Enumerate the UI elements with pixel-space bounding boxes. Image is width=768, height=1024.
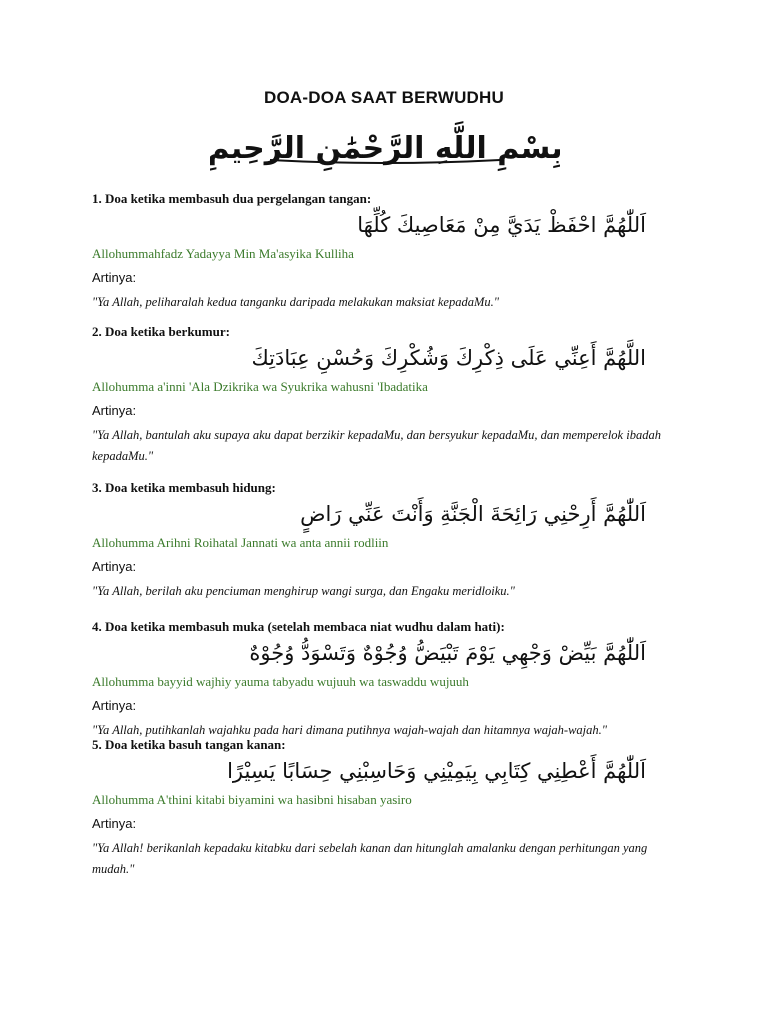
transliteration: Allohumma A'thini kitabi biyamini wa hasibni hisaban yasiro [92, 792, 412, 807]
basmala-calligraphy [210, 116, 560, 178]
meaning-text: "Ya Allah, bantulah aku supaya aku dapat berzikir kepadaMu, dan bersyukur kepadaMu, dan memperelok ibadah kepadaMu." [92, 428, 661, 463]
transliteration: Allohumma bayyid wajhiy yauma tabyadu wujuuh wa taswaddu wujuuh [92, 674, 469, 689]
arabic-prayer: اَللّٰهُمَّ أَعْطِنِي كِتَابِي بِيَمِيْنِي وَحَاسِبْنِي حِسَابًا يَسِيْرًا [227, 759, 646, 783]
basmala-text: بِسْمِ اللَّهِ الرَّحْمَٰنِ الرَّحِيمِ [210, 131, 560, 166]
transliteration: Allohummahfadz Yadayya Min Ma'asyika Kulliha [92, 246, 354, 261]
arabic-prayer: اَللّٰهُمَّ احْفَظْ يَدَيَّ مِنْ مَعَاصِيكَ كُلِّهَا [357, 213, 646, 237]
page-title: DOA-DOA SAAT BERWUDHU [264, 88, 504, 107]
artinya-label: Artinya: [92, 403, 137, 418]
transliteration: Allohumma a'inni 'Ala Dzikrika wa Syukrika wahusni 'Ibadatika [92, 379, 428, 394]
arabic-prayer: اَللّٰهُمَّ بَيِّضْ وَجْهِي يَوْمَ تَبْيَضُّ وُجُوْهٌ وَتَسْوَدُّ وُجُوْهٌ [249, 641, 646, 665]
meaning-text: "Ya Allah, putihkanlah wajahku pada hari dimana putihnya wajah-wajah dan hitamnya wajah-wajah." [92, 723, 608, 737]
section-heading: 4. Doa ketika membasuh muka (setelah membaca niat wudhu dalam hati): [92, 619, 505, 634]
doa-section-5 [92, 736, 682, 880]
section-heading: 5. Doa ketika basuh tangan kanan: [92, 737, 286, 752]
section-heading: 3. Doa ketika membasuh hidung: [92, 480, 276, 495]
artinya-label: Artinya: [92, 559, 137, 574]
artinya-label: Artinya: [92, 816, 137, 831]
section-heading: 2. Doa ketika berkumur: [92, 324, 230, 339]
meaning-text: "Ya Allah, peliharalah kedua tanganku daripada melakukan maksiat kepadaMu." [92, 295, 499, 309]
artinya-label: Artinya: [92, 698, 137, 713]
doa-section-2 [92, 323, 682, 467]
meaning-text: "Ya Allah! berikanlah kepadaku kitabku dari sebelah kanan dan hitunglah amalanku dengan perhitungan yang mudah." [92, 841, 648, 876]
doa-section-4 [92, 618, 682, 741]
doa-section-1 [92, 190, 682, 313]
doa-section-3 [92, 479, 682, 602]
transliteration: Allohumma Arihni Roihatal Jannati wa anta annii rodliin [92, 535, 389, 550]
arabic-prayer: اللَّهُمَّ أَعِنِّي عَلَى ذِكْرِكَ وَشُكْرِكَ وَحُسْنِ عِبَادَتِكَ [251, 346, 646, 370]
arabic-prayer: اَللّٰهُمَّ أَرِحْنِي رَائِحَةَ الْجَنَّةِ وَأَنْتَ عَنِّي رَاضٍ [300, 502, 646, 526]
meaning-text: "Ya Allah, berilah aku penciuman menghirup wangi surga, dan Engaku meridloiku." [92, 584, 515, 598]
section-heading: 1. Doa ketika membasuh dua pergelangan tangan: [92, 191, 372, 206]
artinya-label: Artinya: [92, 270, 137, 285]
